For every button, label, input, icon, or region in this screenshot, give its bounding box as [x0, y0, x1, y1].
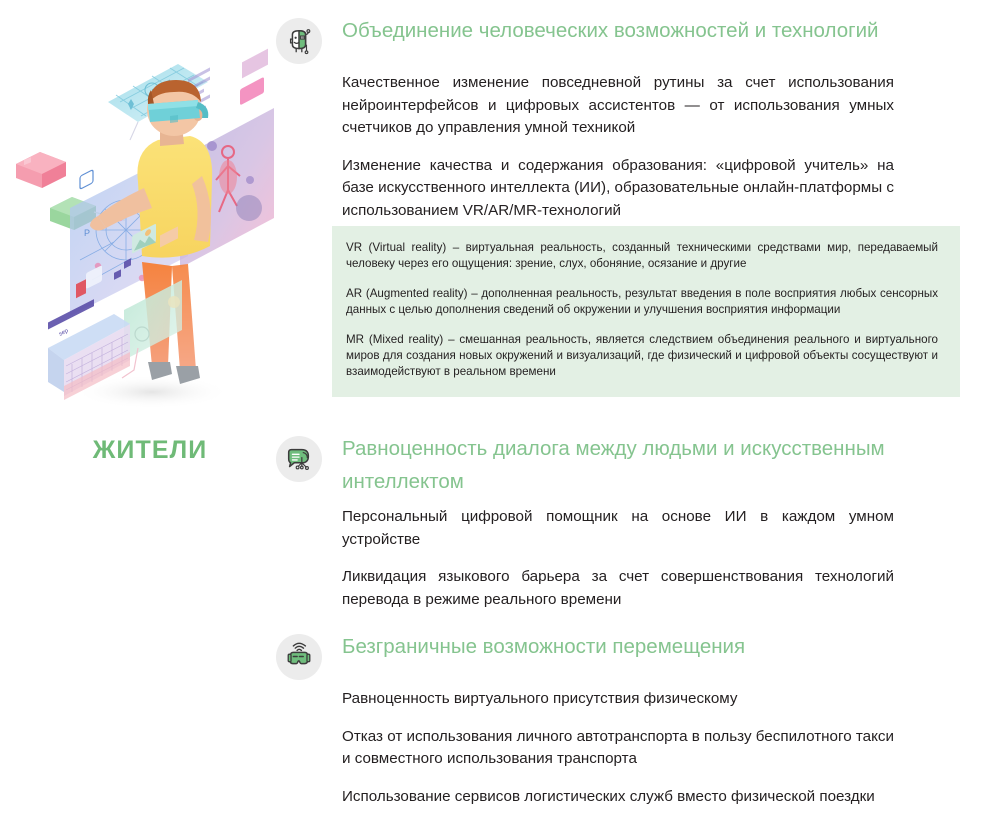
- section-title: Равноценность диалога между людьми и искусственным интеллектом: [342, 437, 885, 493]
- section-human-technology: [276, 14, 976, 397]
- vr-goggles-signal-icon: [276, 634, 322, 680]
- paragraph: Качественное изменение повседневной рутины за счет использования нейроинтерфейсов и цифровых ассистентов — от использования умных счетчиков до управления умной техникой: [342, 74, 894, 136]
- paragraph: Отказ от использования личного автотранспорта в пользу беспилотного такси и совместного использования транспорта: [342, 727, 894, 767]
- paragraph: Равноценность виртуального присутствия физическому: [342, 690, 738, 707]
- vr-ar-mr-definitions-box: [332, 226, 960, 397]
- paragraph: Персональный цифровой помощник на основе ИИ в каждом умном устройстве: [342, 508, 894, 548]
- section-human-ai-dialogue: [276, 432, 976, 611]
- speech-bubble-brain-icon: [276, 436, 322, 482]
- section-header: [276, 630, 976, 680]
- definition-vr: VR (Virtual reality) – виртуальная реальность, созданный техническими средствами мир, передаваемый человеку через его ощущения: зрение, слух, обоняние, осязание и другие: [346, 241, 938, 271]
- svg-text:sep: sep: [58, 328, 70, 338]
- section-header: [276, 432, 976, 498]
- human-robot-head-icon: [276, 18, 322, 64]
- svg-text:P: P: [84, 228, 91, 238]
- isometric-vr-user-illustration: [2, 30, 302, 430]
- paragraph: Использование сервисов логистических служб вместо физической поездки: [342, 787, 875, 805]
- definition-mr: MR (Mixed reality) – смешанная реальность, является следствием объединения реального и виртуального миров для создания новых окружений и визуализаций, где физический и цифровой объекты сосуществуют и взаимодействуют в реальном времени: [346, 332, 938, 379]
- section-header: [276, 14, 976, 64]
- pink-car-shape: [16, 152, 66, 188]
- paragraph: Изменение качества и содержания образования: «цифровой учитель» на базе искусственного интеллекта (ИИ), образовательные онлайн-платформы с использованием VR/AR/MR-технологий: [342, 156, 894, 219]
- residents-label: ЖИТЕЛИ: [92, 436, 208, 464]
- section-body: [276, 680, 976, 808]
- paragraph: Ликвидация языкового барьера за счет совершенствования технологий перевода в режиме реального времени: [342, 568, 894, 608]
- illustration-column: [0, 0, 300, 500]
- section-body: [276, 498, 976, 611]
- section-title: Безграничные возможности перемещения: [342, 635, 746, 658]
- section-limitless-mobility: [276, 630, 976, 808]
- section-body: [276, 64, 976, 222]
- definition-ar: AR (Augmented reality) – дополненная реальность, результат введения в поле восприятия любых сенсорных данных с целью дополнения сведений об окружении и улучшения восприятия информации: [346, 286, 938, 317]
- section-title: Объединение человеческих возможностей и технологий: [342, 19, 879, 42]
